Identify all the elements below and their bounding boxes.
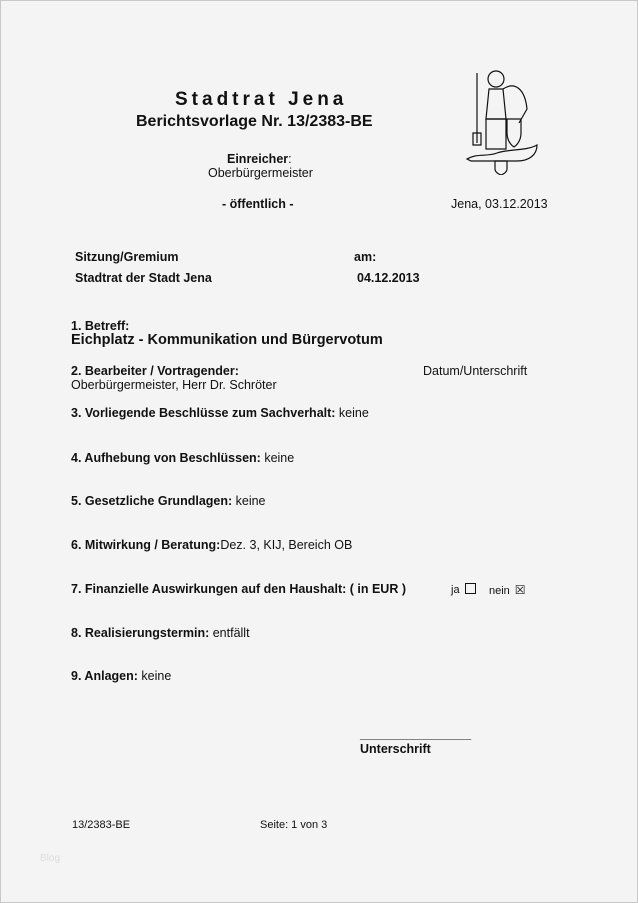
doc-subtitle: Berichtsvorlage Nr. 13/2383-BE [136, 113, 373, 130]
session-date: 04.12.2013 [357, 271, 420, 285]
nein-label: nein [489, 585, 510, 597]
item-5-value: keine [232, 494, 266, 508]
ja-checkbox[interactable] [465, 583, 476, 594]
item-2-label: 2. Bearbeiter / Vortragender: [71, 364, 239, 378]
signature-label: Unterschrift [360, 742, 431, 756]
nein-checkbox-checked[interactable]: ☒ [514, 583, 526, 597]
city-coat-of-arms-logo [463, 67, 543, 175]
item-8-value: entfällt [209, 626, 250, 640]
watermark: Blog [40, 853, 61, 864]
item-8-label: 8. Realisierungstermin: [71, 626, 210, 640]
submitter-label: Einreicher: [227, 152, 292, 166]
footer-page: Seite: 1 von 3 [260, 819, 328, 831]
submitter: Oberbürgermeister [208, 166, 313, 180]
item-9-value: keine [137, 669, 172, 683]
item-4-label: 4. Aufhebung von Beschlüssen: [71, 451, 261, 465]
session-body: Stadtrat der Stadt Jena [75, 271, 212, 285]
item-2-value: Oberbürgermeister, Herr Dr. Schröter [71, 378, 277, 392]
date-signature-label: Datum/Unterschrift [423, 364, 528, 378]
item-3-label: 3. Vorliegende Beschlüsse zum Sachverhalt: [71, 406, 336, 420]
item-5-label: 5. Gesetzliche Grundlagen: [71, 494, 233, 508]
signature-line: ________________ [360, 727, 472, 741]
subject: Eichplatz - Kommunikation und Bürgervotum [71, 332, 383, 348]
item-4-value: keine [260, 451, 295, 465]
item-7-label: 7. Finanzielle Auswirkungen auf den Haushalt: ( in EUR ) [71, 582, 406, 596]
item-3-value: keine [335, 406, 369, 420]
item-6-label: 6. Mitwirkung / Beratung: [71, 538, 221, 552]
item-9-label: 9. Anlagen: [71, 669, 138, 683]
visibility: - öffentlich - [222, 197, 294, 211]
ja-label: ja [451, 584, 460, 596]
item-6-value: Dez. 3, KIJ, Bereich OB [220, 538, 353, 552]
session-label: Sitzung/Gremium [75, 250, 179, 264]
doc-title: Stadtrat Jena [175, 89, 348, 110]
place-date: Jena, 03.12.2013 [451, 197, 548, 211]
session-date-label: am: [354, 250, 377, 264]
footer-ref: 13/2383-BE [72, 819, 131, 831]
item-1-label: 1. Betreff: [71, 319, 130, 333]
